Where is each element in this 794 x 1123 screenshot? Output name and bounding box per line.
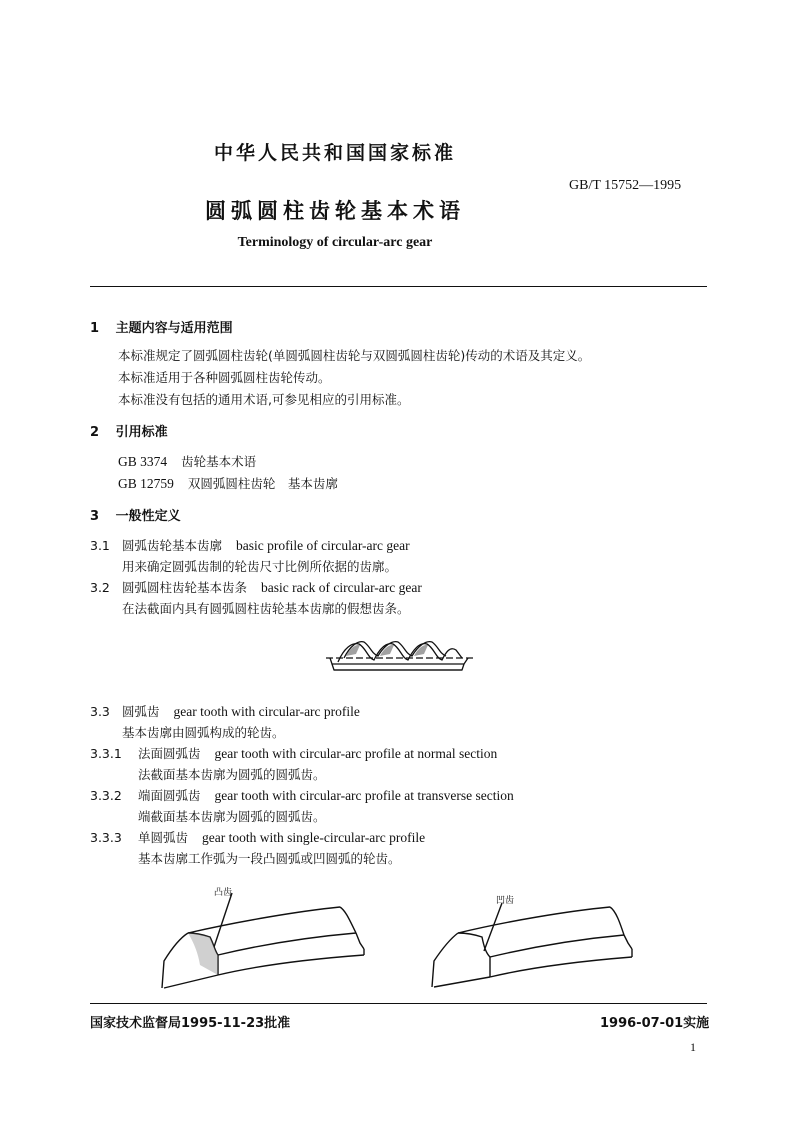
reference-item	[118, 474, 338, 492]
reference-code: GB 12759	[118, 476, 174, 491]
document-title-en: Terminology of circular-arc gear	[237, 235, 433, 250]
section-title: 引用标准	[115, 425, 168, 440]
term-definition: 基本齿廓由圆弧构成的轮齿。	[122, 725, 285, 740]
term-name-en: gear tooth with circular-arc profile at transverse section	[214, 788, 514, 803]
term-name-en: gear tooth with single-circular-arc profile	[202, 830, 426, 845]
term-number: 3.3.3	[90, 830, 122, 845]
term-name-cn: 单圆弧齿	[138, 830, 189, 845]
term-number: 3.3	[90, 704, 110, 719]
standard-code: GB/T 15752—1995	[569, 178, 682, 193]
term-entry	[90, 744, 497, 762]
term-definition: 基本齿廓工作弧为一段凸圆弧或凹圆弧的轮齿。	[138, 851, 401, 866]
section-1-paragraph: 本标准规定了圆弧圆柱齿轮(单圆弧圆柱齿轮与双圆弧圆柱齿轮)传动的术语及其定义。	[118, 348, 591, 363]
basic-rack-figure	[326, 632, 476, 682]
convex-tooth-figure	[160, 893, 370, 990]
approval-statement: 国家技术监督局1995-11-23批准	[90, 1016, 291, 1031]
convex-tooth-label: 凸齿	[214, 888, 233, 898]
effective-date: 1996-07-01实施	[600, 1016, 710, 1031]
term-number: 3.1	[90, 538, 110, 553]
term-name-cn: 端面圆弧齿	[138, 788, 201, 803]
standard-org: 中华人民共和国国家标准	[213, 142, 456, 164]
term-entry	[90, 786, 514, 804]
concave-tooth-label: 凹齿	[496, 896, 515, 906]
term-entry	[90, 536, 410, 554]
term-entry	[90, 702, 360, 720]
term-name-en: gear tooth with circular-arc profile at normal section	[214, 746, 498, 761]
term-number: 3.3.1	[90, 746, 122, 761]
reference-item	[118, 452, 256, 470]
section-2-heading	[90, 421, 168, 440]
term-name-en: basic rack of circular-arc gear	[261, 580, 422, 595]
section-title: 一般性定义	[115, 509, 181, 524]
term-entry	[90, 578, 422, 596]
term-name-cn: 圆弧齿轮基本齿廓	[122, 538, 223, 553]
section-number: 2	[90, 425, 100, 440]
reference-code: GB 3374	[118, 454, 168, 469]
section-title: 主题内容与适用范围	[115, 321, 233, 336]
concave-tooth-figure	[428, 895, 638, 990]
term-definition: 在法截面内具有圆弧圆柱齿轮基本齿廓的假想齿条。	[122, 601, 410, 616]
section-number: 3	[90, 509, 100, 524]
document-title-cn: 圆弧圆柱齿轮基本术语	[205, 199, 465, 223]
term-name-cn: 圆弧圆柱齿轮基本齿条	[122, 580, 248, 595]
term-name-cn: 法面圆弧齿	[138, 746, 201, 761]
term-definition: 法截面基本齿廓为圆弧的圆弧齿。	[138, 767, 326, 782]
term-name-cn: 圆弧齿	[122, 704, 160, 719]
term-name-en: gear tooth with circular-arc profile	[173, 704, 360, 719]
term-number: 3.3.2	[90, 788, 122, 803]
header-divider	[90, 286, 707, 287]
term-definition: 用来确定圆弧齿制的轮齿尺寸比例所依据的齿廓。	[122, 559, 398, 574]
term-definition: 端截面基本齿廓为圆弧的圆弧齿。	[138, 809, 326, 824]
section-number: 1	[90, 321, 100, 336]
reference-name: 齿轮基本术语	[181, 454, 257, 469]
section-3-heading	[90, 505, 181, 524]
term-entry	[90, 828, 425, 846]
section-1-heading	[90, 317, 233, 336]
footer-divider	[90, 1003, 707, 1004]
term-number: 3.2	[90, 580, 110, 595]
term-name-en: basic profile of circular-arc gear	[236, 538, 410, 553]
page-number: 1	[690, 1040, 696, 1054]
section-1-paragraph: 本标准适用于各种圆弧圆柱齿轮传动。	[118, 370, 331, 385]
reference-name: 双圆弧圆柱齿轮 基本齿廓	[187, 476, 338, 491]
section-1-paragraph: 本标准没有包括的通用术语,可参见相应的引用标准。	[118, 392, 410, 407]
